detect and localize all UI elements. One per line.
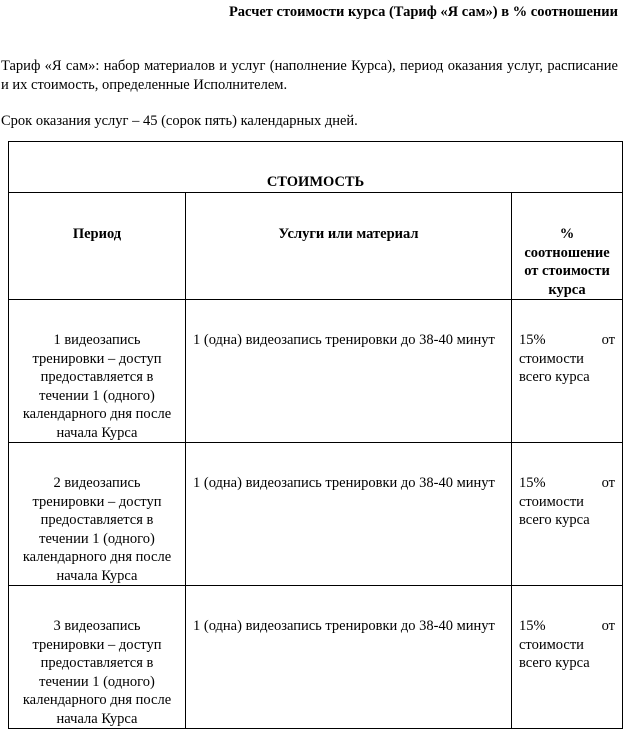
document-title: Расчет стоимости курса (Тариф «Я сам») в % соотношении [228,4,618,20]
share-value: 15% [519,618,546,634]
share-first-line [519,617,615,636]
period-cell: 1 видеозапись тренировки – доступ предоставляется в течении 1 (одного) календарного дня после начала Курса [9,300,186,443]
share-cell [512,443,623,586]
cost-table-caption-row [9,142,623,193]
share-cell [512,300,623,443]
cost-table [8,141,623,729]
share-first-line [519,331,615,350]
period-cell: 2 видеозапись тренировки – доступ предоставляется в течении 1 (одного) календарного дня после начала Курса [9,443,186,586]
table-row [9,443,623,586]
share-rest: стоимости всего курса [519,493,590,528]
period-cell: 3 видеозапись тренировки – доступ предоставляется в течении 1 (одного) календарного дня после начала Курса [9,586,186,729]
share-value: 15% [519,475,546,491]
table-row [9,300,623,443]
column-header-share: % соотношение от стоимости курса [512,193,623,300]
service-cell: 1 (одна) видеозапись тренировки до 38-40 минут [186,300,512,443]
intro-paragraph: Тариф «Я сам»: набор материалов и услуг (наполнение Курса), период оказания услуг, расписание и их стоимость, определенные Исполнителем. [1,58,618,93]
share-word: от [601,618,616,634]
column-header-service: Услуги или материал [186,193,512,300]
share-value: 15% [519,332,546,348]
column-header-period: Период [9,193,186,300]
share-rest: стоимости всего курса [519,350,590,385]
service-term-paragraph: Срок оказания услуг – 45 (сорок пять) календарных дней. [1,113,358,129]
service-cell: 1 (одна) видеозапись тренировки до 38-40 минут [186,586,512,729]
share-rest: стоимости всего курса [519,636,590,671]
share-word: от [601,332,616,348]
share-cell [512,586,623,729]
share-word: от [601,475,616,491]
share-first-line [519,474,615,493]
cost-table-caption: СТОИМОСТЬ [9,142,623,193]
table-row [9,586,623,729]
service-cell: 1 (одна) видеозапись тренировки до 38-40 минут [186,443,512,586]
cost-table-header-row [9,193,623,300]
